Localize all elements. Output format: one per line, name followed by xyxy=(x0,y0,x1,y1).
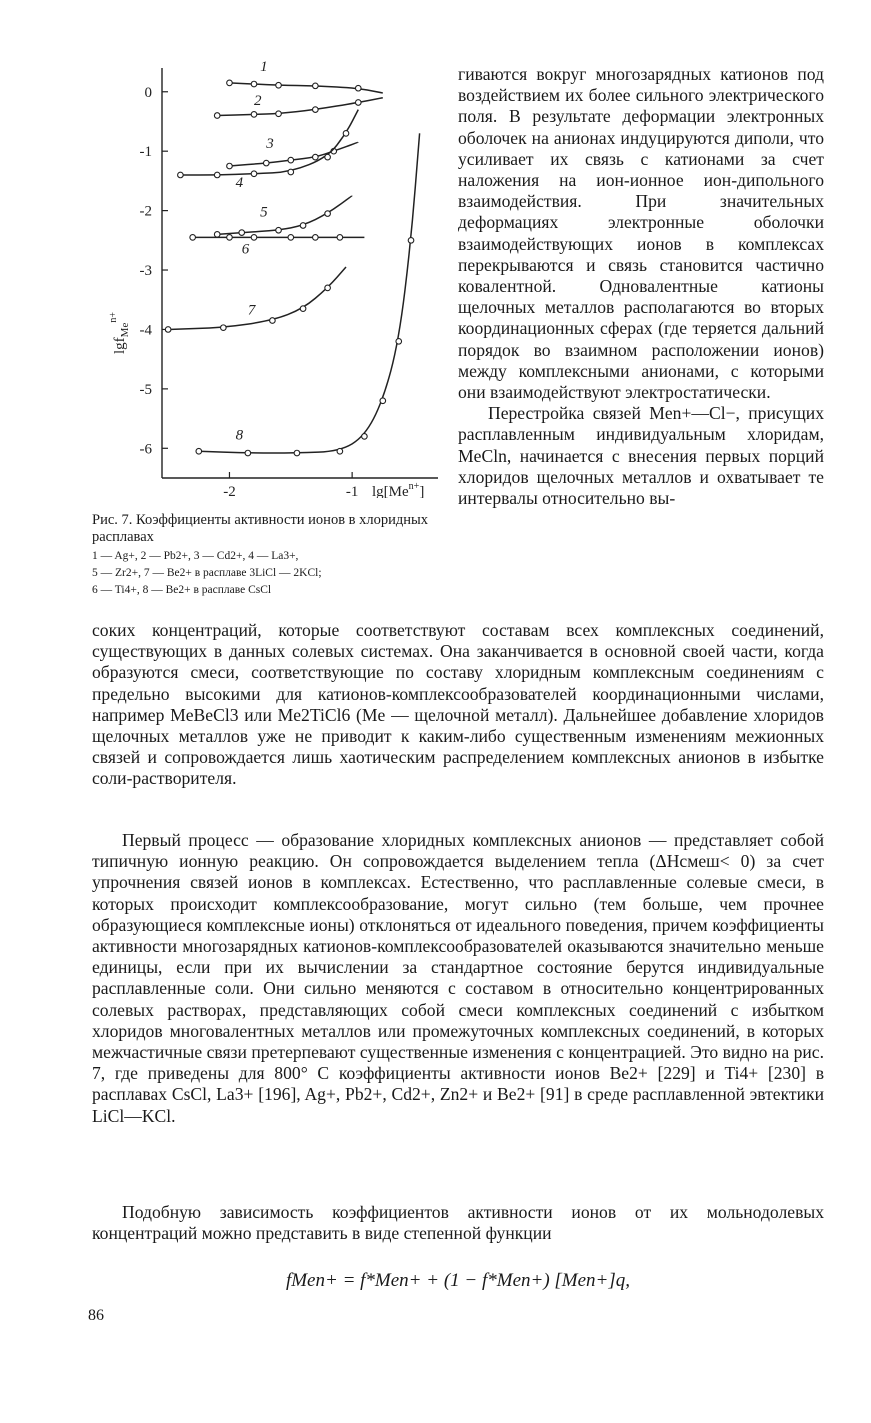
paragraph: соких концентраций, которые соответствуют составам всех комплексных соединений, существующих в данных солевых системах. Она заканчивается в основной своей части, когда образуются смеси, соответствующие по составу хлоридным комплексным соединениям с предельно высокими для катионов-комплексообразователей координационными числами, например MeBeCl3 или Me2TiCl6 (Me — щелочной металл). Дальнейшее добавление хлоридов щелочных металлов уже не приводит к каким-либо существенным изменениям межионных связей и сопровождается лишь хаотическим распределением комплексных анионов в избытке соли-растворителя. xyxy=(92,620,824,789)
data-point-series-6 xyxy=(251,235,257,241)
y-axis-label: lgf$_{Me}^{n+}$ xyxy=(108,312,131,354)
data-point-series-6 xyxy=(337,235,343,241)
data-point-series-4 xyxy=(178,172,184,178)
y-tick-label: -5 xyxy=(139,381,152,398)
series-label-1: 1 xyxy=(260,58,268,75)
series-label-7: 7 xyxy=(247,302,256,319)
data-point-series-6 xyxy=(288,235,294,241)
data-point-series-5 xyxy=(214,232,220,238)
data-point-series-7 xyxy=(270,318,276,324)
y-tick-label: -1 xyxy=(139,144,152,161)
y-tick-label: -4 xyxy=(139,322,152,339)
data-point-series-8 xyxy=(294,450,300,456)
activity-coefficient-chart xyxy=(100,58,445,498)
data-point-series-3 xyxy=(227,163,233,169)
data-point-series-6 xyxy=(313,235,319,241)
chart-axes xyxy=(162,68,438,478)
series-line-7 xyxy=(168,267,346,329)
data-point-series-8 xyxy=(380,398,386,404)
data-point-series-8 xyxy=(196,448,202,454)
x-axis-label: $\lg[Me^{n+}]$ xyxy=(372,481,425,498)
series-label-4: 4 xyxy=(235,174,244,191)
data-point-series-8 xyxy=(337,448,343,454)
series-label-3: 3 xyxy=(266,136,274,153)
data-point-series-5 xyxy=(325,211,331,217)
paragraph: гиваются вокруг многозарядных катионов под воздействием их более сильного электрического поля. В результате деформации электронных оболочек на анионах индуцируются диполи, что усиливает их связь с катионами за счет наложения на ион-ионное ион-дипольного взаимодействия. При значительных деформациях электронные оболочки взаимодействующих ионов в комплексах перекрываются и связь становится частично ковалентной. Одновалентные катионы щелочных металлов располагаются во вторых координационных сферах (где теряется дальний порядок во взаимном расположении ионов) между комплексными анионами, с которыми они взаимодействуют электростатически. xyxy=(458,64,824,403)
data-point-series-7 xyxy=(165,327,171,333)
data-point-series-7 xyxy=(221,325,227,331)
data-point-series-8 xyxy=(408,238,414,244)
data-point-series-8 xyxy=(362,434,368,440)
data-point-series-1 xyxy=(227,80,233,86)
data-point-series-2 xyxy=(313,107,319,113)
series-label-5: 5 xyxy=(260,204,268,221)
caption-legend-line: 6 — Ti4+, 8 — Be2+ в расплаве CsCl xyxy=(92,584,272,596)
data-point-series-4 xyxy=(343,131,349,137)
y-tick-label: -6 xyxy=(139,441,152,458)
chart-curves xyxy=(165,80,419,456)
caption-legend-line: 5 — Zr2+, 7 — Be2+ в расплаве 3LiCl — 2KCl; xyxy=(92,567,322,579)
data-point-series-3 xyxy=(263,160,269,166)
data-point-series-8 xyxy=(245,450,251,456)
data-point-series-2 xyxy=(355,100,361,106)
paragraph-block xyxy=(92,830,824,1127)
x-tick-label: -1 xyxy=(345,484,359,498)
y-tick-label: -2 xyxy=(139,203,152,220)
paragraph: Подобную зависимость коэффициентов активности ионов от их мольнодолевых концентраций можно представить в виде степенной функции xyxy=(92,1202,824,1244)
data-point-series-4 xyxy=(325,154,331,160)
y-tick-label: 0 xyxy=(144,84,152,101)
series-label-6: 6 xyxy=(241,241,250,258)
paragraph-continuation xyxy=(92,620,824,790)
series-line-3 xyxy=(229,142,358,166)
data-point-series-4 xyxy=(288,169,294,175)
data-point-series-1 xyxy=(355,85,361,91)
data-point-series-5 xyxy=(300,223,306,229)
data-point-series-6 xyxy=(227,235,233,241)
paragraph-block xyxy=(92,1202,824,1244)
data-point-series-5 xyxy=(239,230,245,236)
data-point-series-7 xyxy=(325,285,331,291)
paragraph: Первый процесс — образование хлоридных комплексных анионов — представляет собой типичную ионную реакцию. Он сопровождается выделением тепла (ΔHсмеш< 0) за счет упрочнения связей ионов в комплексах. Естественно, что расплавленные солевые смеси, в которых происходит комплексообразование, могут сильно (тем больше, чем прочнее образующиеся комплексные ионы) отклоняться от идеального поведения, причем коэффициенты активности многозарядных катионов-комплексообразователей оказываются значительно меньше единицы, если при их вычислении за стандартное состояние берутся индивидуальные расплавленные соли. Они сильно меняются с составом в относительно концентрированных солевых растворах, представляющих собой смеси комплексных соединений с избытком хлоридов многовалентных металлов или промежуточных комплексных соединений, в которых межчастичные связи претерпевают существенные изменения с концентрацией. Это видно на рис. 7, где приведены для 800° C коэффициенты активности ионов Be2+ [229] и Ti4+ [230] в расплавах CsCl, La3+ [196], Ag+, Pb2+, Cd2+, Zn2+ и Be2+ [91] в среде расплавленной эвтектики LiCl—KCl. xyxy=(92,830,824,1126)
data-point-series-2 xyxy=(251,112,257,118)
page-number: 86 xyxy=(88,1307,104,1324)
figure-caption xyxy=(92,512,442,599)
caption-legend-line: 1 — Ag+, 2 — Pb2+, 3 — Cd2+, 4 — La3+, xyxy=(92,550,299,562)
data-point-series-4 xyxy=(251,171,257,177)
data-point-series-8 xyxy=(396,339,402,345)
data-point-series-5 xyxy=(276,227,282,233)
data-point-series-2 xyxy=(214,113,220,119)
data-point-series-7 xyxy=(300,306,306,312)
paragraph: Перестройка связей Men+—Cl−, присущих расплавленным индивидуальным хлоридам, MeCln, начинается с внесения первых порций хлоридов щелочных металлов и охватывает те интервалы относительно вы- xyxy=(458,403,824,509)
caption-legend xyxy=(92,548,442,599)
x-tick-label: -2 xyxy=(223,484,236,498)
caption-title: Рис. 7. Коэффициенты активности ионов в хлоридных расплавах xyxy=(92,512,429,545)
series-line-8 xyxy=(199,133,420,453)
chart-ticks xyxy=(140,85,359,498)
data-point-series-3 xyxy=(313,154,319,160)
data-point-series-4 xyxy=(214,172,220,178)
data-point-series-1 xyxy=(251,81,257,87)
series-line-5 xyxy=(217,196,352,235)
right-column-text xyxy=(458,64,824,509)
series-label-8: 8 xyxy=(235,427,244,444)
y-tick-label: -3 xyxy=(139,263,152,280)
data-point-series-2 xyxy=(276,111,282,117)
formula: fMen+ = f*Men+ + (1 − f*Men+) [Men+]q, xyxy=(285,1270,631,1291)
data-point-series-1 xyxy=(313,83,319,89)
data-point-series-6 xyxy=(190,235,196,241)
data-point-series-1 xyxy=(276,82,282,88)
series-label-2: 2 xyxy=(254,92,262,109)
data-point-series-3 xyxy=(288,157,294,163)
